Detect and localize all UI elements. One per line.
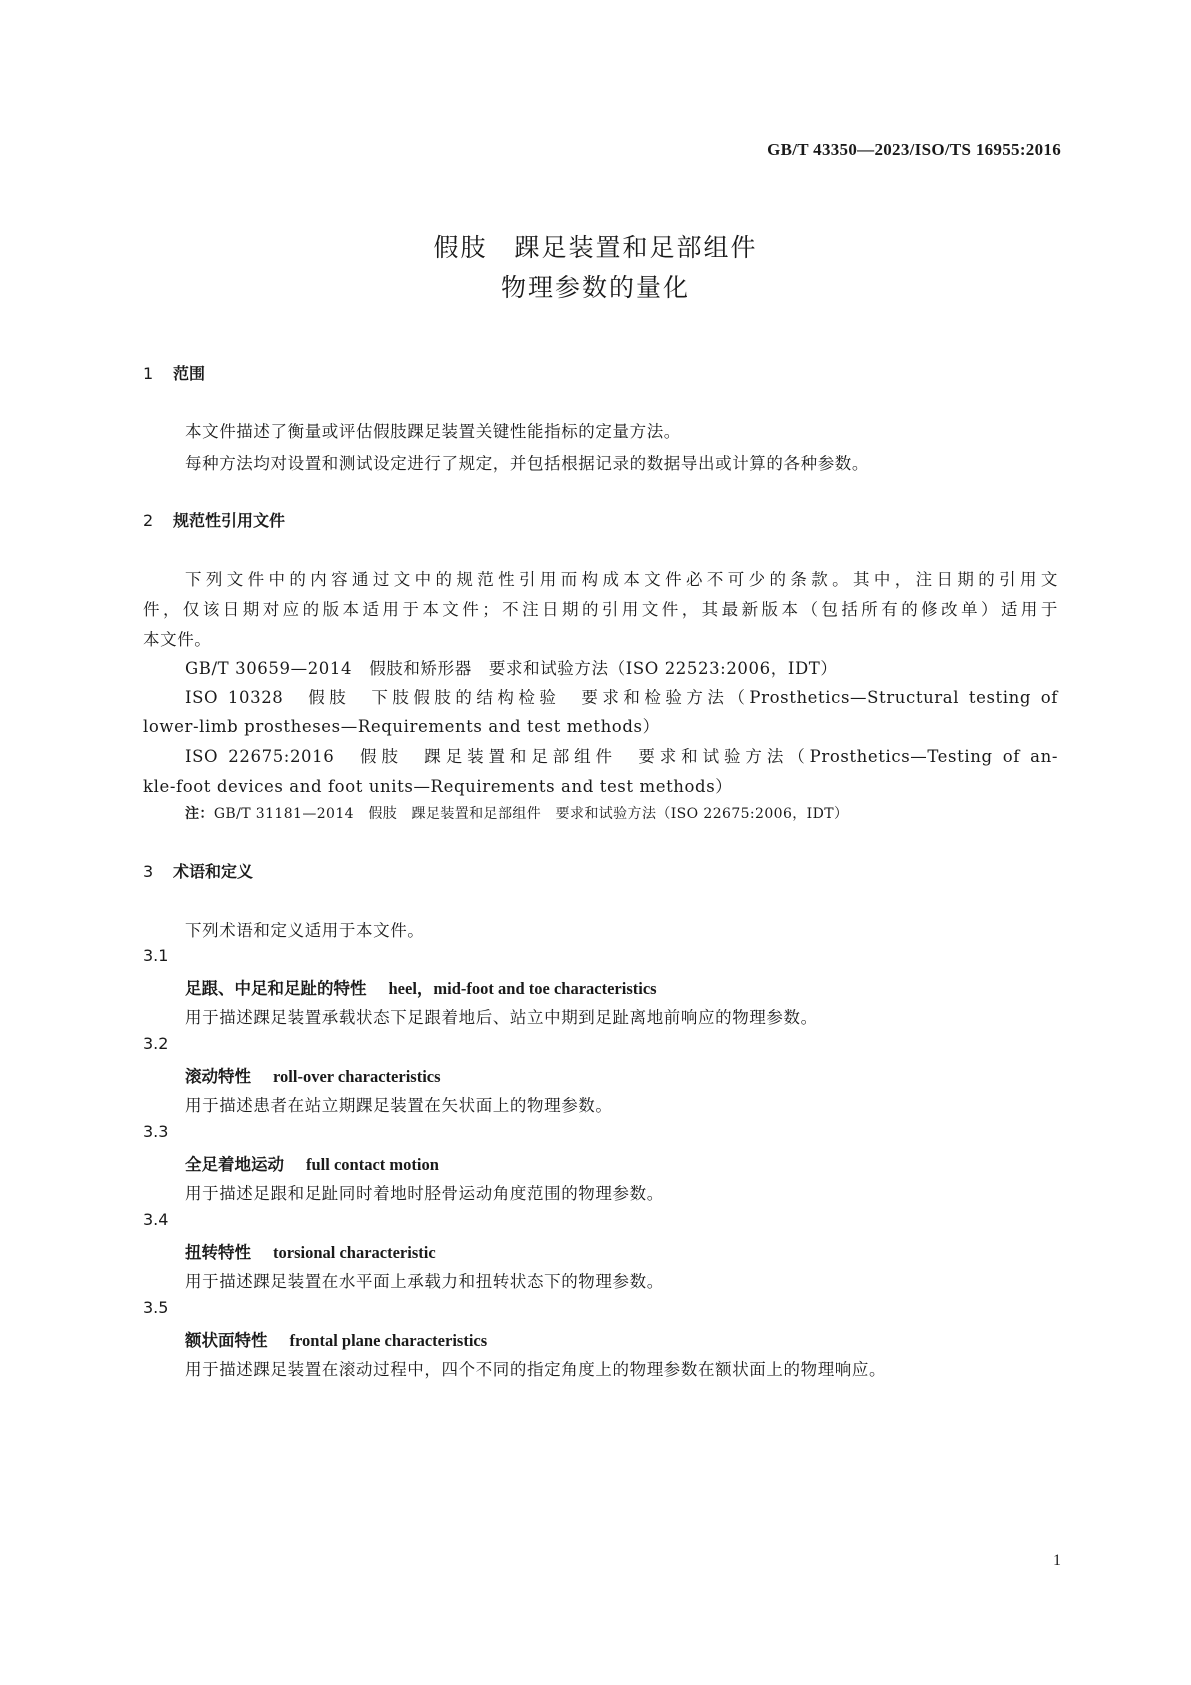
document-title-line-2: 物理参数的量化 bbox=[500, 273, 690, 302]
reference-iso-10328-line-2: lower-limb prostheses—Requirements and test methods） bbox=[143, 717, 660, 736]
section-number: 3 bbox=[143, 862, 154, 881]
term-definition: 用于描述踝足装置在水平面上承载力和扭转状态下的物理参数。 bbox=[185, 1272, 664, 1291]
reference-gbt-30659: GB/T 30659—2014 假肢和矫形器 要求和试验方法（ISO 22523:2006，IDT） bbox=[185, 659, 838, 678]
term-definition: 用于描述踝足装置承载状态下足跟着地后、站立中期到足趾离地前响应的物理参数。 bbox=[185, 1008, 818, 1027]
scope-paragraph-1: 本文件描述了衡量或评估假肢踝足装置关键性能指标的定量方法。 bbox=[185, 422, 681, 441]
term-zh: 额状面特性 bbox=[185, 1331, 268, 1350]
reference-iso-10328-line-1: ISO 10328 假肢 下肢假肢的结构检验 要求和检验方法（Prosthetics—Structural testing of bbox=[185, 688, 1058, 707]
term-en: roll-over characteristics bbox=[273, 1067, 441, 1086]
section-2-heading bbox=[143, 508, 285, 531]
standard-id-header: GB/T 43350—2023/ISO/TS 16955:2016 bbox=[767, 140, 1061, 159]
term-heading bbox=[185, 1327, 487, 1351]
term-en: torsional characteristic bbox=[273, 1243, 436, 1262]
term-heading bbox=[185, 1063, 441, 1087]
reference-note bbox=[185, 803, 848, 823]
term-definition: 用于描述足跟和足趾同时着地时胫骨运动角度范围的物理参数。 bbox=[185, 1184, 664, 1203]
section-title: 规范性引用文件 bbox=[173, 511, 286, 530]
term-definition: 用于描述患者在站立期踝足装置在矢状面上的物理参数。 bbox=[185, 1096, 613, 1115]
section-number: 1 bbox=[143, 364, 154, 383]
document-title-line-1: 假肢 踝足装置和足部组件 bbox=[433, 233, 758, 262]
term-number: 3.4 bbox=[143, 1210, 169, 1229]
term-definition: 用于描述踝足装置在滚动过程中，四个不同的指定角度上的物理参数在额状面上的物理响应。 bbox=[185, 1360, 887, 1379]
note-text: GB/T 31181—2014 假肢 踝足装置和足部组件 要求和试验方法（ISO 22675:2006，IDT） bbox=[213, 806, 849, 822]
section-title: 范围 bbox=[173, 364, 206, 383]
normative-intro-line-3: 本文件。 bbox=[143, 630, 212, 649]
reference-iso-22675-line-2: kle-foot devices and foot units—Requirements and test methods） bbox=[143, 777, 733, 796]
section-title: 术语和定义 bbox=[173, 862, 254, 881]
term-zh: 足跟、中足和足趾的特性 bbox=[185, 979, 367, 998]
term-zh: 扭转特性 bbox=[185, 1243, 251, 1262]
term-zh: 全足着地运动 bbox=[185, 1155, 284, 1174]
term-en: heel，mid-foot and toe characteristics bbox=[388, 979, 657, 998]
reference-iso-22675-line-1: ISO 22675:2016 假肢 踝足装置和足部组件 要求和试验方法（Prosthetics—Testing of an- bbox=[185, 747, 1058, 766]
term-en: full contact motion bbox=[306, 1155, 439, 1174]
scope-paragraph-2: 每种方法均对设置和测试设定进行了规定，并包括根据记录的数据导出或计算的各种参数。 bbox=[185, 454, 869, 473]
section-3-heading bbox=[143, 859, 253, 882]
term-number: 3.2 bbox=[143, 1034, 169, 1053]
term-number: 3.1 bbox=[143, 946, 169, 965]
terms-intro: 下列术语和定义适用于本文件。 bbox=[185, 921, 425, 940]
section-1-heading bbox=[143, 361, 205, 384]
term-en: frontal plane characteristics bbox=[289, 1331, 488, 1350]
normative-intro-line-2: 件，仅该日期对应的版本适用于本文件；不注日期的引用文件，其最新版本（包括所有的修改单）适用于 bbox=[143, 600, 1058, 619]
note-label: 注： bbox=[185, 806, 214, 822]
term-heading bbox=[185, 1151, 439, 1175]
term-number: 3.5 bbox=[143, 1298, 169, 1317]
term-heading bbox=[185, 975, 657, 999]
term-heading bbox=[185, 1239, 436, 1263]
term-zh: 滚动特性 bbox=[185, 1067, 251, 1086]
normative-intro-line-1: 下列文件中的内容通过文中的规范性引用而构成本文件必不可少的条款。其中，注日期的引用文 bbox=[185, 570, 1058, 589]
section-number: 2 bbox=[143, 511, 154, 530]
page-number: 1 bbox=[1053, 1552, 1061, 1569]
term-number: 3.3 bbox=[143, 1122, 169, 1141]
